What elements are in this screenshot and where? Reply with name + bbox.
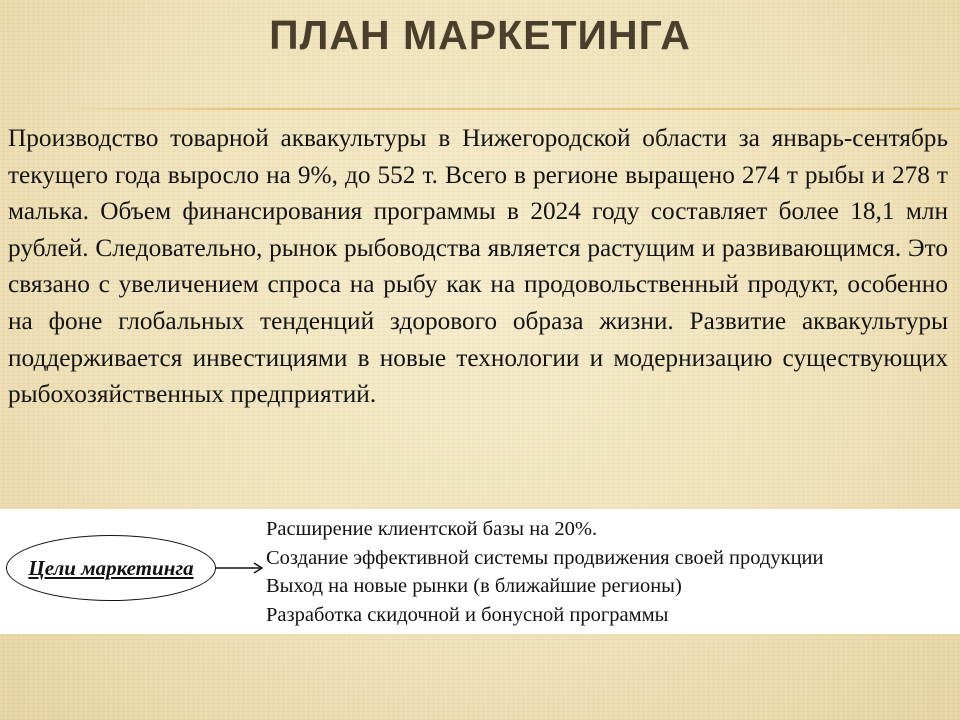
goals-ellipse	[6, 535, 216, 601]
goal-item: Создание эффективной системы продвижения своей продукции	[266, 546, 824, 569]
title-underline	[55, 108, 960, 110]
arrow-right-icon	[216, 560, 268, 576]
goals-list	[266, 515, 824, 629]
body-paragraph: Производство товарной аквакультуры в Нижегородской области за январь-сентябрь текущего года выросло на 9%, до 552 т. Всего в регионе выращено 274 т рыбы и 278 т малька. Объем финансирования программы в 2024 году составляет более 18,1 млн рублей. Следовательно, рынок рыбоводства является растущим и развивающимся. Это связано с увеличением спроса на рыбу как на продовольственный продукт, особенно на фоне глобальных тенденций здорового образа жизни. Развитие аквакультуры поддерживается инвестициями в новые технологии и модернизацию существующих рыбохозяйственных предприятий.	[8, 124, 948, 409]
goal-item: Выход на новые рынки (в ближайшие регионы)	[266, 575, 682, 597]
goal-item: Расширение клиентской базы на 20%.	[266, 518, 598, 540]
goal-item: Разработка скидочной и бонусной программы	[266, 603, 669, 626]
goals-label: Цели маркетинга	[28, 555, 194, 580]
slide-title: ПЛАН МАРКЕТИНГА	[269, 12, 691, 58]
